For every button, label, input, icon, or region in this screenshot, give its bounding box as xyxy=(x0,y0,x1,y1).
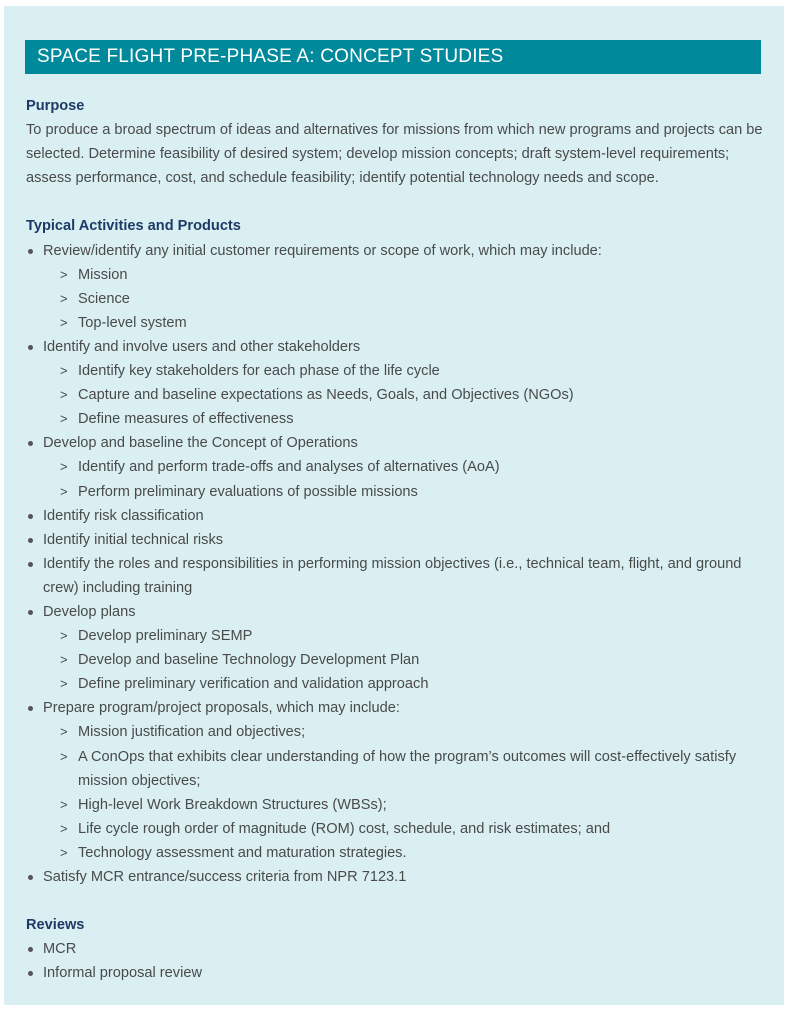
section-banner xyxy=(25,40,761,74)
list-item xyxy=(26,431,766,455)
phase-panel xyxy=(4,6,784,1005)
sub-list-item xyxy=(26,263,766,287)
chevron-right-icon: > xyxy=(60,290,68,306)
reviews-list xyxy=(26,937,766,985)
activities-list xyxy=(26,239,766,890)
bullet-icon xyxy=(28,249,33,254)
list-item-text: Satisfy MCR entrance/success criteria from NPR 7123.1 xyxy=(43,869,407,885)
sub-list-item xyxy=(26,311,766,335)
sub-list-item-text: Technology assessment and maturation strategies. xyxy=(78,844,407,861)
sub-list-item xyxy=(26,745,766,793)
list-item-text: Develop and baseline the Concept of Operations xyxy=(43,435,358,452)
bullet-icon xyxy=(28,706,33,711)
bullet-icon xyxy=(28,947,33,952)
chevron-right-icon: > xyxy=(60,628,68,644)
sub-list-item xyxy=(26,624,766,648)
sub-list-item xyxy=(26,455,766,479)
list-item xyxy=(26,696,766,720)
chevron-right-icon: > xyxy=(60,387,68,403)
sub-list-item xyxy=(26,841,766,865)
bullet-icon xyxy=(28,875,33,880)
purpose-section xyxy=(26,94,766,190)
panel-content xyxy=(26,94,766,985)
sub-list-item-text: Top-level system xyxy=(78,314,187,331)
chevron-right-icon: > xyxy=(60,676,68,692)
chevron-right-icon: > xyxy=(60,844,68,860)
chevron-right-icon: > xyxy=(60,652,68,668)
sub-list-item-text: Life cycle rough order of magnitude (ROM) cost, schedule, and risk estimates; and xyxy=(78,820,611,837)
sub-list-item xyxy=(26,648,766,672)
list-item-text: Informal proposal review xyxy=(43,965,202,982)
purpose-text: To produce a broad spectrum of ideas and alternatives for missions from which new programs and projects can be selected. Determine feasibility of desired system; develop mission concepts; draft system-level requirements; assess performance, cost, and schedule feasibility; identify potential technology needs and scope. xyxy=(26,122,763,187)
purpose-heading: Purpose xyxy=(26,98,85,114)
sub-list-item xyxy=(26,817,766,841)
chevron-right-icon: > xyxy=(60,748,68,764)
sub-list-item-text: Mission xyxy=(78,266,128,283)
sub-list-item-text: Develop and baseline Technology Development Plan xyxy=(78,652,420,669)
sub-list-item xyxy=(26,480,766,504)
banner-title: SPACE FLIGHT PRE-PHASE A: CONCEPT STUDIES xyxy=(37,46,504,67)
sub-list-item-text: Science xyxy=(78,290,130,307)
chevron-right-icon: > xyxy=(60,266,68,282)
bullet-icon xyxy=(28,562,33,567)
sub-list-item-text: High-level Work Breakdown Structures (WBSs); xyxy=(78,796,387,813)
sub-list-item xyxy=(26,672,766,696)
chevron-right-icon: > xyxy=(60,796,68,812)
bullet-icon xyxy=(28,971,33,976)
sub-list-item-text: Define preliminary verification and validation approach xyxy=(78,676,429,693)
sub-list-item xyxy=(26,720,766,744)
bullet-icon xyxy=(28,610,33,615)
sub-list-item-text: Identify and perform trade-offs and analyses of alternatives (AoA) xyxy=(78,459,500,476)
sub-list-item xyxy=(26,407,766,431)
activities-heading: Typical Activities and Products xyxy=(26,218,241,235)
list-item-text: Review/identify any initial customer requirements or scope of work, which may include: xyxy=(43,242,602,259)
chevron-right-icon: > xyxy=(60,483,68,499)
sub-list-item xyxy=(26,287,766,311)
list-item xyxy=(26,961,766,985)
chevron-right-icon: > xyxy=(60,314,68,330)
bullet-icon xyxy=(28,538,33,543)
list-item-text: Prepare program/project proposals, which may include: xyxy=(43,700,400,717)
sub-list-item-text: Capture and baseline expectations as Needs, Goals, and Objectives (NGOs) xyxy=(78,387,574,404)
list-item-text: Identify risk classification xyxy=(43,507,204,524)
list-item-text: Identify and involve users and other stakeholders xyxy=(43,338,361,355)
list-item xyxy=(26,937,766,961)
list-item xyxy=(26,528,766,552)
sub-list-item-text: Develop preliminary SEMP xyxy=(78,628,253,645)
sub-list-item xyxy=(26,793,766,817)
chevron-right-icon: > xyxy=(60,724,68,740)
list-item-text: MCR xyxy=(43,941,77,958)
chevron-right-icon: > xyxy=(60,820,68,836)
list-item xyxy=(26,504,766,528)
activities-section xyxy=(26,214,766,889)
sub-list-item-text: Mission justification and objectives; xyxy=(78,724,306,741)
list-item xyxy=(26,865,766,889)
list-item-text: Identify the roles and responsibilities in performing mission objectives (i.e., technical team, flight, and ground crew) including training xyxy=(43,555,742,596)
chevron-right-icon: > xyxy=(60,459,68,475)
list-item-text: Identify initial technical risks xyxy=(43,531,224,548)
list-item xyxy=(26,239,766,263)
list-item xyxy=(26,552,766,600)
sub-list-item-text: Identify key stakeholders for each phase of the life cycle xyxy=(78,363,440,380)
bullet-icon xyxy=(28,345,33,350)
bullet-icon xyxy=(28,514,33,519)
list-item-text: Develop plans xyxy=(43,603,136,620)
sub-list-item-text: Perform preliminary evaluations of possible missions xyxy=(78,483,418,500)
list-item xyxy=(26,600,766,624)
chevron-right-icon: > xyxy=(60,411,68,427)
reviews-heading: Reviews xyxy=(26,917,85,934)
reviews-section xyxy=(26,913,766,985)
bullet-icon xyxy=(28,441,33,446)
chevron-right-icon: > xyxy=(60,363,68,379)
sub-list-item xyxy=(26,359,766,383)
list-item xyxy=(26,335,766,359)
sub-list-item-text: A ConOps that exhibits clear understanding of how the program’s outcomes will cost-effectively satisfy mission objectives; xyxy=(78,748,737,789)
sub-list-item-text: Define measures of effectiveness xyxy=(78,411,294,428)
sub-list-item xyxy=(26,383,766,407)
